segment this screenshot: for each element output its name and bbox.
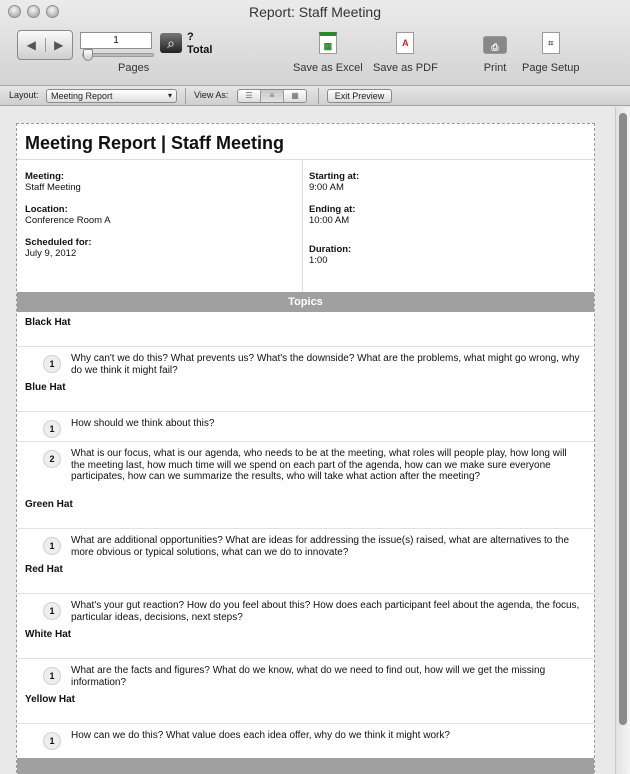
- ending-label: Ending at:: [309, 204, 356, 215]
- layout-select[interactable]: [46, 89, 177, 103]
- printer-icon: ⎙: [483, 36, 507, 54]
- vertical-scrollbar[interactable]: [615, 107, 630, 774]
- page-number-field[interactable]: 1: [80, 32, 152, 49]
- chevron-down-icon: ▾: [167, 91, 172, 100]
- category-heading: Black Hat: [25, 317, 71, 328]
- duration-field: [309, 244, 351, 266]
- report-page: [16, 123, 595, 774]
- item-number-badge: 1: [43, 732, 61, 750]
- divider: [185, 88, 186, 104]
- column-divider: [302, 159, 303, 293]
- list-item: [17, 441, 594, 497]
- list-item: [17, 411, 594, 441]
- category-heading: Yellow Hat: [25, 694, 76, 705]
- pdf-document-icon: A: [396, 32, 414, 54]
- list-view-icon[interactable]: ≡: [261, 90, 284, 102]
- next-section-header: [17, 758, 594, 774]
- scrollbar-thumb[interactable]: [619, 113, 627, 725]
- page-navigation-control[interactable]: [17, 30, 73, 60]
- preview-area: [0, 107, 615, 774]
- list-item: [17, 723, 594, 758]
- table-view-icon[interactable]: ▦: [284, 90, 306, 102]
- item-number-badge: 1: [43, 420, 61, 438]
- divider: [318, 88, 319, 104]
- item-number-badge: 1: [43, 602, 61, 620]
- save-as-excel-button[interactable]: [293, 32, 363, 74]
- page-setup-label: Page Setup: [522, 62, 580, 74]
- item-text: What is our focus, what is our agenda, who needs to be at the meeting, what roles will people play, how long will the meeting last, how much time will we spend on each part of the agenda, how can we make sure everyone participates, how can we summarize the results, who will take what action after the meeting?: [71, 448, 567, 482]
- item-text: What are the facts and figures? What do we know, what do we need to find out, how will we get the missing information?: [71, 665, 546, 688]
- location-field: [25, 204, 111, 226]
- topics-header: Topics: [17, 292, 594, 312]
- starting-field: [309, 171, 359, 193]
- meeting-field: [25, 171, 81, 193]
- ending-field: [309, 204, 355, 226]
- window-title: Report: Staff Meeting: [248, 4, 382, 20]
- meeting-label: Meeting:: [25, 171, 65, 182]
- scheduled-label: Scheduled for:: [25, 237, 92, 248]
- page-slider-knob[interactable]: [83, 49, 93, 61]
- scheduled-field: [25, 237, 92, 259]
- page-setup-button[interactable]: [522, 32, 580, 74]
- starting-label: Starting at:: [309, 171, 360, 182]
- title-bar: [0, 0, 630, 86]
- meeting-value: Staff Meeting: [25, 182, 81, 193]
- list-item: [17, 346, 594, 382]
- exit-preview-button[interactable]: Exit Preview: [327, 89, 392, 103]
- item-number-badge: 1: [43, 667, 61, 685]
- item-number-badge: 2: [43, 450, 61, 468]
- list-item: [17, 528, 594, 564]
- binoculars-icon[interactable]: ⌕: [160, 33, 182, 53]
- location-label: Location:: [25, 204, 68, 215]
- ending-value: 10:00 AM: [309, 215, 350, 226]
- list-item: [17, 658, 594, 694]
- page-setup-icon: ⌗: [542, 32, 560, 54]
- save-as-pdf-button[interactable]: [373, 32, 438, 74]
- total-pages-value: ?: [187, 31, 194, 43]
- category-heading: Green Hat: [25, 499, 73, 510]
- category-heading: Blue Hat: [25, 382, 66, 393]
- item-number-badge: 1: [43, 355, 61, 373]
- item-text: Why can't we do this? What prevents us? What's the downside? What are the problems, what might go wrong, why do we think it might fail?: [71, 353, 580, 376]
- divider: [17, 159, 594, 160]
- total-label: Total: [187, 44, 213, 56]
- layout-label: Layout:: [9, 90, 39, 100]
- list-item: [17, 593, 594, 629]
- item-number-badge: 1: [43, 537, 61, 555]
- layout-select-value: Meeting Report: [51, 91, 113, 101]
- duration-value: 1:00: [309, 255, 328, 266]
- report-title: Meeting Report | Staff Meeting: [25, 133, 285, 153]
- category-heading: White Hat: [25, 629, 72, 640]
- previous-page-icon[interactable]: ◀: [18, 38, 46, 52]
- starting-value: 9:00 AM: [309, 182, 344, 193]
- category-heading: Red Hat: [25, 564, 63, 575]
- form-view-icon[interactable]: ☰: [238, 90, 261, 102]
- save-as-pdf-label: Save as PDF: [373, 62, 438, 74]
- scheduled-value: July 9, 2012: [25, 248, 77, 259]
- print-label: Print: [483, 62, 507, 74]
- location-value: Conference Room A: [25, 215, 111, 226]
- duration-label: Duration:: [309, 244, 352, 255]
- next-page-icon[interactable]: ▶: [54, 38, 64, 52]
- item-text: What's your gut reaction? How do you feel about this? How does each participant feel about the agenda, the focus, particular ideas, decisions, next steps?: [71, 600, 580, 623]
- excel-document-icon: ▦: [319, 32, 337, 54]
- item-text: How should we think about this?: [71, 418, 215, 429]
- pages-label: Pages: [118, 62, 150, 74]
- print-button[interactable]: [483, 32, 507, 74]
- item-text: How can we do this? What value does each idea offer, why do we think it might work?: [71, 730, 450, 741]
- save-as-excel-label: Save as Excel: [293, 62, 363, 74]
- item-text: What are additional opportunities? What are ideas for addressing the issue(s) raised, what are alternatives to the more obvious or typical solutions, what can we do to innovate?: [71, 535, 570, 558]
- layout-bar: [0, 86, 630, 106]
- page-slider[interactable]: [82, 53, 154, 57]
- view-as-segmented-control[interactable]: [237, 89, 307, 103]
- view-as-label: View As:: [194, 90, 229, 100]
